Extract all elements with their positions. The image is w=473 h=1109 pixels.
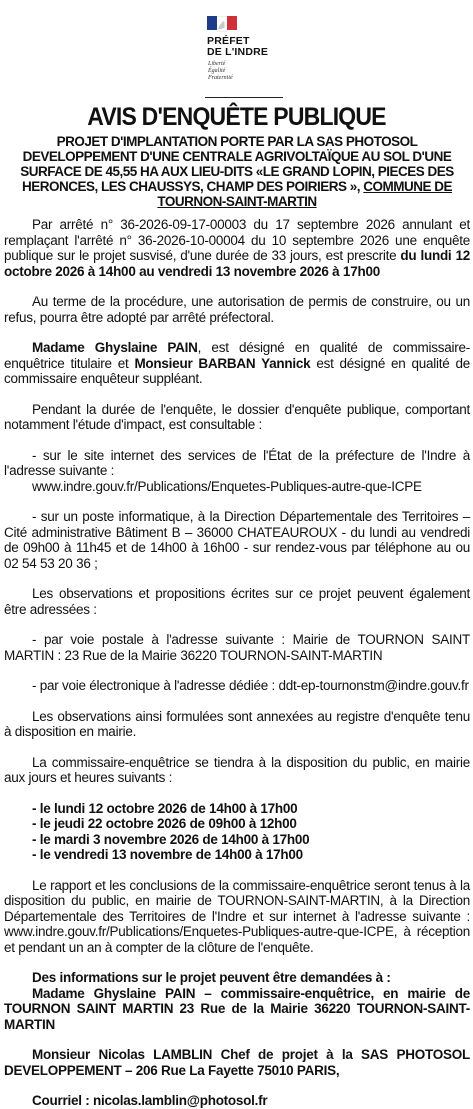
arrete-text: Par arrêté n° 36-2026-09-17-00003 du 17 septembre 2026 annulant et remplaçant l'arrêté n° 36-2026-10-00004 du 10 septembre 2026 une enquête publique sur le projet susvisé, d'une durée de 33 jours, est prescrite	[4, 217, 470, 263]
project-subtitle	[4, 134, 470, 209]
paragraph-commissaires	[4, 340, 470, 387]
paragraph-informations: Des informations sur le projet peuvent être demandées à :	[32, 970, 391, 985]
schedule-item: - le lundi 12 octobre 2026 de 14h00 à 17h00	[32, 800, 298, 816]
prefet-block	[207, 36, 268, 58]
prefet-line1: PRÉFET	[207, 35, 250, 47]
motto-fraternite: Fraternité	[208, 75, 233, 81]
subtitle-commune: COMMUNE DE TOURNON-SAINT-MARTIN	[157, 179, 453, 209]
contact-chef-projet: Monsieur Nicolas LAMBLIN Chef de projet à la SAS PHOTOSOL DEVELOPPEMENT – 206 Rue La Fayette 75010 PARIS,	[4, 1047, 470, 1078]
commissaire-suppleant: Monsieur BARBAN Yannick	[134, 355, 311, 371]
paragraph-site-internet: - sur le site internet des services de l'État de la préfecture de l'Indre à l'adresse suivante :	[4, 447, 470, 478]
schedule-item: - le jeudi 22 octobre 2026 de 09h00 à 12h00	[32, 816, 297, 831]
paragraph-rapport: Le rapport et les conclusions de la commissaire-enquêtrice seront tenus à la disposition du public, en mairie de TOURNON-SAINT-MARTIN, à la Direction Départementale des Territoires de l'Indre et sur internet à l'adresse suivante : www.indre.gouv.fr/Publications/Enquetes-Publiques-autre-que-ICPE, à réception et pendant un an à compter de la clôture de l'enquête.	[4, 877, 470, 955]
page-title: AVIS D'ENQUÊTE PUBLIQUE	[87, 101, 386, 131]
paragraph-arrete	[4, 217, 470, 279]
paragraph-dossier: Pendant la durée de l'enquête, le dossier d'enquête publique, comportant notamment l'étude d'impact, est consultable :	[4, 401, 470, 432]
paragraph-permanences: La commissaire-enquêtrice se tiendra à la disposition du public, en mairie aux jours et heures suivants :	[4, 754, 470, 785]
paragraph-procedure: Au terme de la procédure, une autorisation de permis de construire, ou un refus, pourra être adopté par arrêté préfectoral.	[4, 294, 470, 325]
paragraph-voie-postale: - par voie postale à l'adresse suivante : Mairie de TOURNON SAINT MARTIN : 23 Rue de la Mairie 36220 TOURNON-SAINT-MARTIN	[4, 632, 470, 663]
commissaire-text-a: , est désigné en qualité de commissaire-enquêtrice titulaire et	[4, 340, 470, 371]
enquete-dates: du lundi 12 octobre 2026 à 14h00 au vendredi 13 novembre 2026 à 17h00	[4, 248, 470, 279]
schedule-item: - le mardi 3 novembre 2026 de 14h00 à 17h00	[32, 831, 310, 847]
notice-body	[4, 134, 470, 1109]
prefet-line2: DE L'INDRE	[207, 46, 269, 58]
motto-liberte: Liberté	[208, 61, 226, 67]
site-internet-url[interactable]: www.indre.gouv.fr/Publications/Enquetes-Publiques-autre-que-ICPE	[32, 478, 422, 494]
paragraph-registre: Les observations ainsi formulées sont annexées au registre d'enquête tenu à disposition en mairie.	[4, 708, 470, 739]
paragraph-observations: Les observations et propositions écrites sur ce projet peuvent également être adressées :	[4, 586, 470, 617]
republic-motto	[208, 61, 233, 82]
permanence-schedule	[4, 801, 470, 863]
commissaire-text-b: est désigné en qualité de commissaire enquêteur suppléant.	[4, 355, 470, 386]
divider	[205, 97, 283, 98]
paragraph-poste-informatique: - sur un poste informatique, à la Direction Départementale des Territoires – Cité administrative Bâtiment B – 36000 CHATEAUROUX - du lundi au vendredi de 09h00 à 11h45 et de 14h00 à 16h00 - sur rendez-vous par téléphone au ou 02 54 53 20 36 ;	[4, 509, 470, 571]
marianne-icon	[216, 20, 228, 30]
motto-egalite: Égalité	[208, 68, 226, 74]
paragraph-voie-electronique[interactable]: - par voie électronique à l'adresse dédiée : ddt-ep-tournonstm@indre.gouv.fr	[32, 678, 469, 693]
schedule-item: - le vendredi 13 novembre de 14h00 à 17h00	[32, 847, 303, 862]
subtitle-text: PROJET D'IMPLANTATION PORTE PAR LA SAS PHOTOSOL DEVELOPPEMENT D'UNE CENTRALE AGRIVOLTAÏQUE AU SOL D'UNE SURFACE DE 45,55 HA AUX LIEU-DITS «LE GRAND LOPIN, PIECES DES HERONCES, LES CHAUSSYS, CHAMP DES POIRIERS »,	[20, 134, 454, 194]
contact-commissaire: Madame Ghyslaine PAIN – commissaire-enquêtrice, en mairie de TOURNON SAINT MARTIN 23 Rue de la Mairie 36220 TOURNON-SAINT-MARTIN	[4, 985, 470, 1032]
commissaire-titulaire: Madame Ghyslaine PAIN	[32, 340, 198, 355]
contact-courriel[interactable]: Courriel : nicolas.lamblin@photosol.fr	[32, 1093, 268, 1108]
